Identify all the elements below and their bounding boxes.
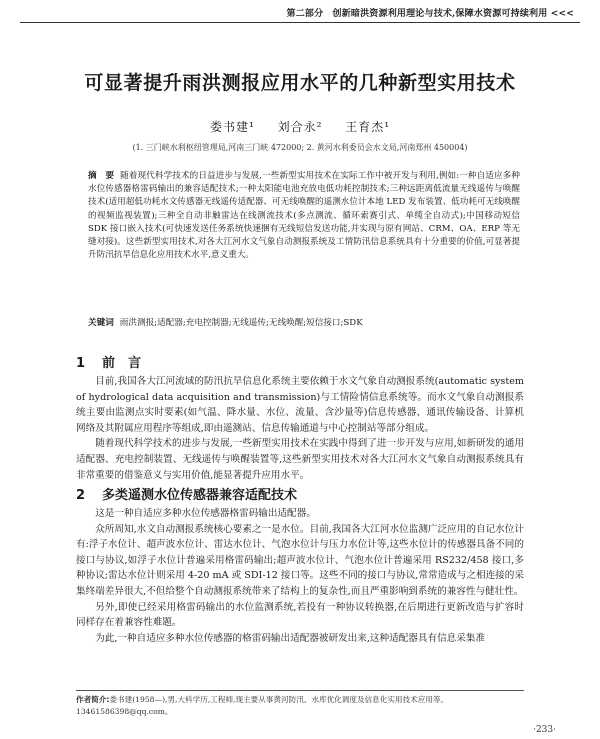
paragraph: 另外,即使已经采用格雷码输出的水位监测系统,若投有一种协议转换器,在后期进行更新改造与扩容时同样存在着兼容性难题。 xyxy=(76,601,524,629)
author-1: 娄书建¹ xyxy=(209,120,255,134)
section-number: 1 xyxy=(76,356,86,371)
affiliation: (1. 三门峡水利枢纽管理局,河南三门峡 472000; 2. 黄河水利委员会水文局,河南郑州 450004) xyxy=(132,143,468,152)
section-title: 前 言 xyxy=(102,356,142,371)
section-number: 2 xyxy=(76,488,86,503)
author-list xyxy=(0,118,600,135)
abstract-label: 摘 要 xyxy=(88,171,115,181)
author-3: 王育杰¹ xyxy=(345,120,391,134)
abstract xyxy=(88,170,520,262)
section-heading-2 xyxy=(76,484,297,503)
keywords-text: 雨洪测报;适配器;充电控制器;无线遥传;无线唤醒;短信接口;SDK xyxy=(119,318,363,328)
paper-title: 可显著提升雨洪测报应用水平的几种新型实用技术 xyxy=(84,72,516,94)
page-number: ·233· xyxy=(533,725,556,735)
paragraph: 目前,我国各大江河流域的防汛抗旱信息化系统主要依赖于水文气象自动测报系统(automatic system of hydrological data acquisition and transmission)与工情险情信息系统等。而水文气象自动测报系统主要由监测点实时要素(如气温、降水量、水位、流量、含沙量等)信息传感器、通讯传输设备、计算机网络及其附属应用程序等组成,即由遥测站、信息传输通道与中心控制站等部分组成。 xyxy=(76,376,524,434)
paragraph: 为此,一种自适应多种水位传感器的格雷码输出适配器被研发出来,这种适配器具有信息采集准 xyxy=(95,632,486,644)
running-header: 第二部分 创新暗洪资源利用理论与技术,保障水资源可持续利用 <<< xyxy=(286,9,574,19)
paragraph: 众所周知,水文自动测报系统核心要素之一是水位。目前,我国各大江河水位监测广泛应用的自记水位计有:浮子水位计、超声波水位计、雷达水位计、气泡水位计与压力水位计等,这些水位计的传感器具备不同的接口与协议,如浮子水位计普遍采用格雷码输出;超声波水位计、气泡水位计普遍采用 RS232/458 接口,多种协议;雷达水位计则采用 4-20 mA 或 SDI-12 接口等。这些不同的接口与协议,常常造成与之相连接的采集终端差异很大,不但给整个自动测报系统带来了结构上的复杂性,而且严重影响到系统的兼容性与健壮性。 xyxy=(76,523,524,597)
abstract-text: 随着现代科学技术的日益进步与发展,一些新型实用技术在实际工作中被开发与利用,例如:一种自适应多种水位传感器格雷码输出的兼容适配技术;一种太阳能电池充放电低功耗控制技术;三种远距离低流量无线遥传与唤醒技术(适用超低功耗水文传感器无线遥传适配器、可无线唤醒的遥测水位计本地 LED 发布装置、低功耗可无线唤醒的视频监视装置);三种全自动非触雷达在线测流技术(多点测流、循环索赛引式、单缆全自动式);中国移动短信 SDK 接口嵌入技术(可快速发送任务系统快速捆有无线短信发送功能,并实现与原有网站、CRM、OA、ERP 等无缝对接)。这些新型实用技术,对各大江河水文气象自动测报系统及工情防汛信息系统具有十分重要的价值,可显著提升防汛抗旱信息化应用技术水平,意义重大。 xyxy=(88,171,520,261)
author-2: 刘合永² xyxy=(277,120,323,134)
paragraph: 这是一种自适应多种水位传感器格雷码输出适配器。 xyxy=(95,508,316,519)
author-footnote xyxy=(76,694,524,718)
header-rule xyxy=(20,22,580,23)
section-heading-1 xyxy=(76,352,141,371)
keywords-label: 关键词 xyxy=(88,318,114,328)
paragraph: 随着现代科学技术的进步与发展,一些新型实用技术在实践中得到了进一步开发与应用,如新研发的通用适配器、充电控制装置、无线遥传与唤醒装置等,这些新型实用技术对各大江河水文气象自动测报系统具有非常重要的借鉴意义与实用价值,能显著提升应用水平。 xyxy=(76,438,524,481)
footnote-label: 作者简介: xyxy=(76,695,110,704)
section-title: 多类遥测水位传感器兼容适配技术 xyxy=(102,488,298,503)
footnote-rule xyxy=(76,690,524,691)
footnote-text: 娄书建(1958—),男,大科学历,工程师,现主要从事黄河防汛、水库优化调度及信息化实用技术应用等。13461586398@qq.com。 xyxy=(76,695,449,716)
keywords xyxy=(88,317,520,330)
section-2-body xyxy=(76,506,524,646)
section-1-body xyxy=(76,374,524,483)
